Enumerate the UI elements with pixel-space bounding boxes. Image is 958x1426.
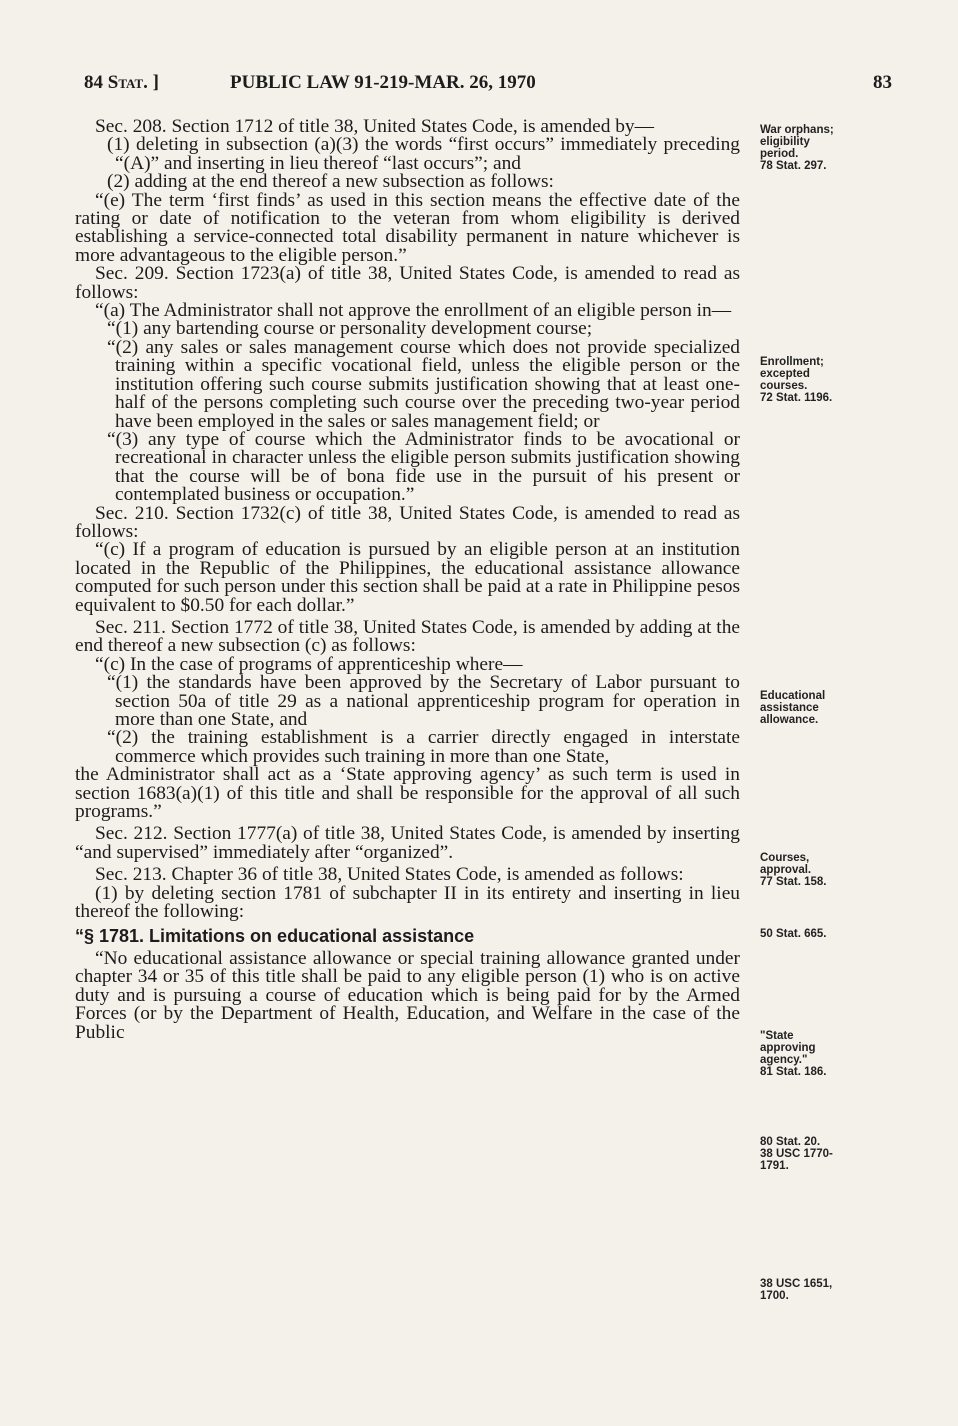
paragraph: “(a) The Administrator shall not approve the enrollment of an eligible person in— [95,300,732,322]
paragraph: “(e) The term ‘first finds’ as used in this section means the effective date of the rating or date of notification to the veteran from whom eligibility is derived establishing a service-connected total disability permanent in nature whichever is more advantageous to the eligible person.” [75,189,740,266]
paragraph: “(3) any type of course which the Administrator finds to be avocational or recreational in character unless the eligible person submits justification showing that the course will be of bona fide use in the pursuit of his present or contemplated business or occupation.” [107,428,740,506]
margin-note: Courses, approval. 77 Stat. 158. [760,852,827,888]
paragraph: Sec. 208. Section 1712 of title 38, United States Code, is amended by— [95,116,655,137]
page-header [84,72,892,102]
margin-note: 38 USC 1651, 1700. [760,1278,833,1302]
paragraph: Sec. 210. Section 1732(c) of title 38, United States Code, is amended to read as follows: [75,502,740,542]
paragraph: the Administrator shall act as a ‘State approving agency’ as such term is used in section 1683(a)(1) of this title and shall be responsible for the approval of all such programs.” [75,764,740,823]
paragraph: “(1) any bartending course or personality development course; [107,318,593,340]
body-text [75,118,740,1042]
margin-note: War orphans; eligibility period. 78 Stat. 297. [760,124,834,172]
paragraph: “(1) the standards have been approved by the Secretary of Labor pursuant to section 50a of title 29 as a national apprenticeship program for operation in more than one State, and [107,672,740,730]
paragraph: (1) by deleting section 1781 of subchapter II in its entirety and inserting in lieu thereof the following: [75,882,740,923]
paragraph: Sec. 213. Chapter 36 of title 38, United States Code, is amended as follows: [95,864,684,886]
margin-note: Educational assistance allowance. [760,690,826,726]
paragraph: Sec. 211. Section 1772 of title 38, United States Code, is amended by adding at the end thereof a new subsection (c) as follows: [75,616,740,657]
margin-note: Enrollment; excepted courses. 72 Stat. 1196. [760,356,833,404]
margin-note: 80 Stat. 20. 38 USC 1770- 1791. [760,1136,833,1172]
paragraph: “(c) If a program of education is pursued by an eligible person at an institution located in the Republic of the Philippines, the educational assistance allowance computed for such person under this section shall be paid at a rate in Philippine pesos equivalent to $0.50 for each dollar.” [75,539,740,616]
paragraph: “No educational assistance allowance or special training allowance granted under chapter 34 or 35 of this title shall be paid to any eligible person (1) who is on active duty and is pursuing a course of education which is being paid for by the Armed Forces (or by the Department of Health, Education, and Welfare in the case of the Public [75,947,740,1043]
paragraph: (1) deleting in subsection (a)(3) the words “first occurs” immediately preceding “(A)” and inserting in lieu thereof “last occurs”; and [107,134,740,174]
paragraph: (2) adding at the end thereof a new subsection as follows: [107,171,554,193]
paragraph: “(c) In the case of programs of apprenticeship where— [95,653,523,675]
page-number: 83 [873,72,892,93]
law-title: PUBLIC LAW 91-219-MAR. 26, 1970 [230,72,536,93]
section-heading: “§ 1781. Limitations on educational assistance [75,926,475,947]
paragraph: Sec. 212. Section 1777(a) of title 38, United States Code, is amended by inserting “and supervised” immediately after “organized”. [75,823,740,863]
paragraph: “(2) the training establishment is a carrier directly engaged in interstate commerce which provides such training in more than one State, [107,727,740,767]
margin-note: "State approving agency." 81 Stat. 186. [760,1030,827,1078]
paragraph: “(2) any sales or sales management course which does not provide specialized training within a specific vocational field, unless the eligible person or the institution offering such course submits justification showing that at least one-half of the persons completing such course over the preceding two-year period have been employed in the sales or sales management field; or [107,336,740,432]
margin-note: 50 Stat. 665. [760,928,827,940]
statute-volume: 84 Stat. ] [84,72,159,93]
paragraph: Sec. 209. Section 1723(a) of title 38, United States Code, is amended to read as follows: [75,263,740,303]
